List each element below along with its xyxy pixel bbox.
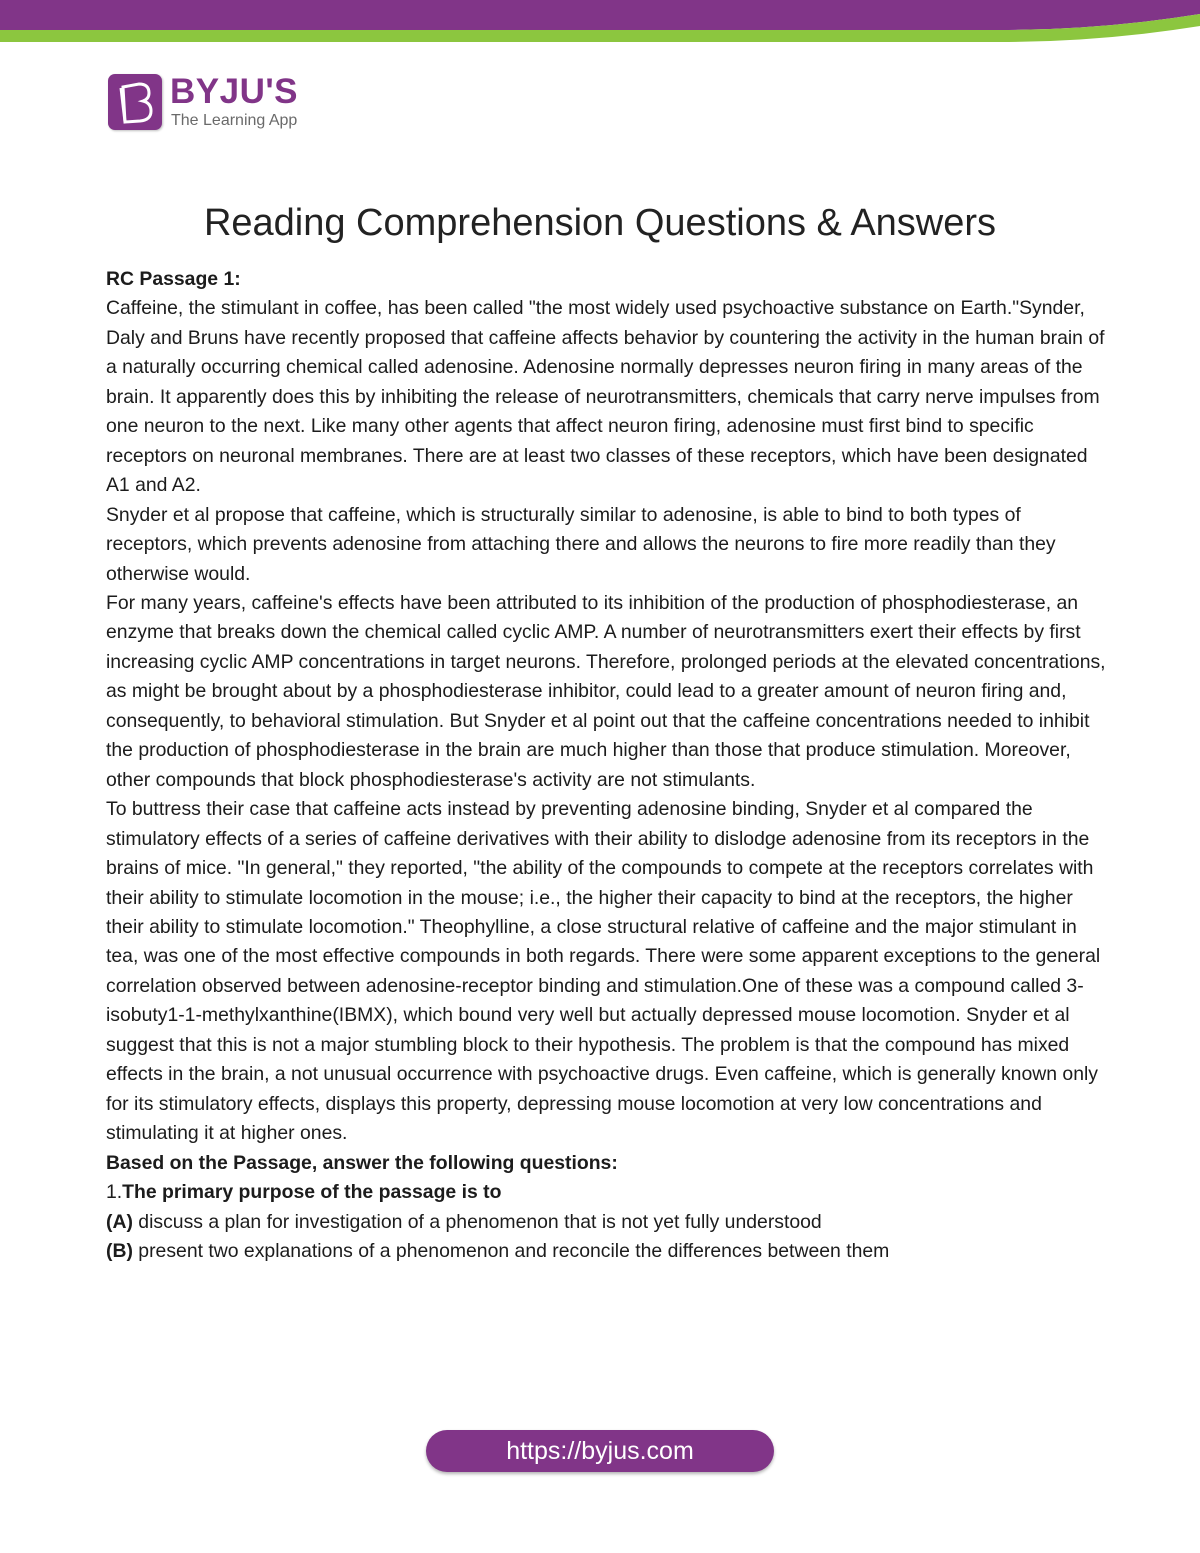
option-a <box>106 1208 1106 1237</box>
header-decoration-band <box>0 0 1200 44</box>
logo-tagline: The Learning App <box>171 112 298 129</box>
logo-b-mark-icon <box>108 74 162 130</box>
logo-badge <box>108 74 162 130</box>
option-label: (B) <box>106 1239 133 1262</box>
footer-url-link[interactable]: https://byjus.com <box>426 1430 774 1472</box>
option-text: discuss a plan for investigation of a phenomenon that is not yet fully understood <box>132 1210 822 1233</box>
page-title: Reading Comprehension Questions & Answers <box>203 202 997 244</box>
document-body <box>106 265 1106 1266</box>
question-1 <box>106 1178 1106 1207</box>
passage-paragraph: To buttress their case that caffeine acts instead by preventing adenosine binding, Snyder et al compared the stimulatory effects of a series of caffeine derivatives with their ability to dislodge adenosine from its receptors in the brains of mice. "In general," they reported, "the ability of the compounds to compete at the receptors correlates with their ability to stimulate locomotion in the mouse; i.e., the higher their capacity to bind at the receptors, the higher their ability to stimulate locomotion." Theophylline, a close structural relative of caffeine and the major stimulant in tea, was one of the most effective compounds in both regards. There were some apparent exceptions to the general correlation observed between adenosine-receptor binding and stimulation.One of these was a compound called 3-isobuty1-1-methylxanthine(IBMX), which bound very well but actually depressed mouse locomotion. Snyder et al suggest that this is not a major stumbling block to their hypothesis. The problem is that the compound has mixed effects in the brain, a not unusual occurrence with psychoactive drugs. Even caffeine, which is generally known only for its stimulatory effects, displays this property, depressing mouse locomotion at very low concentrations and stimulating it at higher ones. <box>106 798 1101 1145</box>
passage-paragraph: Caffeine, the stimulant in coffee, has been called "the most widely used psychoactive substance on Earth."Synder, Daly and Bruns have recently proposed that caffeine affects behavior by countering the activity in the human brain of a naturally occurring chemical called adenosine. Adenosine normally depresses neuron firing in many areas of the brain. It apparently does this by inhibiting the release of neurotransmitters, chemicals that carry nerve impulses from one neuron to the next. Like many other agents that affect neuron firing, adenosine must first bind to specific receptors on neuronal membranes. There are at least two classes of these receptors, which have been designated A1 and A2. <box>106 297 1105 497</box>
passage-paragraph: For many years, caffeine's effects have been attributed to its inhibition of the production of phosphodiesterase, an enzyme that breaks down the chemical called cyclic AMP. A number of neurotransmitters exert their effects by first increasing cyclic AMP concentrations in target neurons. Therefore, prolonged periods at the elevated concentrations, as might be brought about by a phosphodiesterase inhibitor, could lead to a greater amount of neuron firing and, consequently, to behavioral stimulation. But Snyder et al point out that the caffeine concentrations needed to inhibit the production of phosphodiesterase in the brain are much higher than those that produce stimulation. Moreover, other compounds that block phosphodiesterase's activity are not stimulants. <box>106 591 1106 791</box>
option-b <box>106 1237 1106 1266</box>
byjus-logo <box>108 74 328 130</box>
option-label: (A) <box>106 1210 133 1233</box>
passage-paragraph: Snyder et al propose that caffeine, which is structurally similar to adenosine, is able to bind to both types of receptors, which prevents adenosine from attaching there and allows the neurons to fire more readily than they otherwise would. <box>106 503 1056 585</box>
questions-heading: Based on the Passage, answer the following questions: <box>106 1151 618 1174</box>
option-text: present two explanations of a phenomenon and reconcile the differences between them <box>132 1239 890 1262</box>
logo-wordmark: BYJU'S <box>170 72 299 111</box>
passage-heading: RC Passage 1: <box>106 268 241 290</box>
question-number: 1. <box>106 1181 123 1204</box>
question-text: The primary purpose of the passage is to <box>122 1181 502 1204</box>
